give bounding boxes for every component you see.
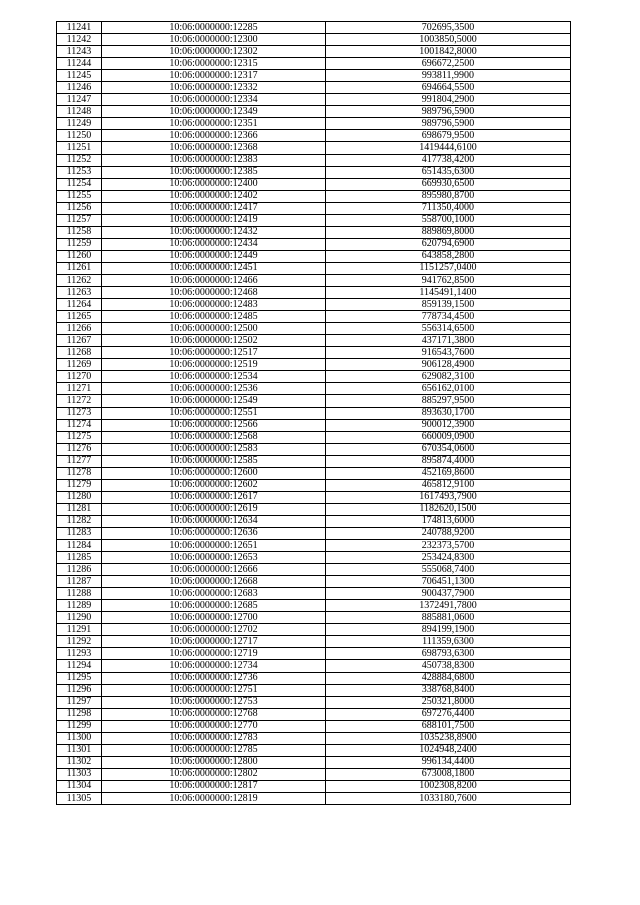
row-number-cell: 11303 xyxy=(57,768,102,780)
cadastral-number-cell: 10:06:0000000:12700 xyxy=(102,612,326,624)
table-row xyxy=(57,419,571,431)
table-row xyxy=(57,82,571,94)
cadastral-value-cell: 250321,8000 xyxy=(326,696,571,708)
row-number-cell: 11248 xyxy=(57,106,102,118)
cadastral-value-cell: 697276,4400 xyxy=(326,708,571,720)
table-row xyxy=(57,540,571,552)
cadastral-value-cell: 894199,1900 xyxy=(326,624,571,636)
row-number-cell: 11244 xyxy=(57,58,102,70)
table-row xyxy=(57,684,571,696)
row-number-cell: 11282 xyxy=(57,515,102,527)
cadastral-number-cell: 10:06:0000000:12351 xyxy=(102,118,326,130)
row-number-cell: 11288 xyxy=(57,588,102,600)
cadastral-value-cell: 1033180,7600 xyxy=(326,793,571,805)
table-row xyxy=(57,431,571,443)
cadastral-number-cell: 10:06:0000000:12366 xyxy=(102,130,326,142)
table-row xyxy=(57,94,571,106)
table-row xyxy=(57,226,571,238)
cadastral-number-cell: 10:06:0000000:12332 xyxy=(102,82,326,94)
cadastral-value-cell: 450738,8300 xyxy=(326,660,571,672)
cadastral-number-cell: 10:06:0000000:12419 xyxy=(102,214,326,226)
cadastral-value-cell: 174813,6000 xyxy=(326,515,571,527)
table-row xyxy=(57,588,571,600)
cadastral-number-cell: 10:06:0000000:12702 xyxy=(102,624,326,636)
row-number-cell: 11280 xyxy=(57,491,102,503)
cadastral-value-cell: 991804,2900 xyxy=(326,94,571,106)
cadastral-value-cell: 702695,3500 xyxy=(326,22,571,34)
cadastral-value-cell: 1372491,7800 xyxy=(326,600,571,612)
cadastral-value-cell: 698793,6300 xyxy=(326,648,571,660)
row-number-cell: 11254 xyxy=(57,178,102,190)
cadastral-value-cell: 556314,6500 xyxy=(326,323,571,335)
row-number-cell: 11241 xyxy=(57,22,102,34)
table-row xyxy=(57,696,571,708)
cadastral-value-cell: 111359,6300 xyxy=(326,636,571,648)
row-number-cell: 11261 xyxy=(57,262,102,274)
row-number-cell: 11272 xyxy=(57,395,102,407)
row-number-cell: 11245 xyxy=(57,70,102,82)
row-number-cell: 11242 xyxy=(57,34,102,46)
cadastral-number-cell: 10:06:0000000:12600 xyxy=(102,467,326,479)
cadastral-value-cell: 643858,2800 xyxy=(326,250,571,262)
row-number-cell: 11257 xyxy=(57,214,102,226)
cadastral-value-cell: 338768,8400 xyxy=(326,684,571,696)
table-row xyxy=(57,274,571,286)
table-row xyxy=(57,576,571,588)
row-number-cell: 11287 xyxy=(57,576,102,588)
row-number-cell: 11265 xyxy=(57,311,102,323)
table-body xyxy=(57,22,571,805)
table-row xyxy=(57,371,571,383)
cadastral-number-cell: 10:06:0000000:12619 xyxy=(102,503,326,515)
cadastral-number-cell: 10:06:0000000:12417 xyxy=(102,202,326,214)
table-row xyxy=(57,70,571,82)
cadastral-value-cell: 651435,6300 xyxy=(326,166,571,178)
table-row xyxy=(57,383,571,395)
cadastral-number-cell: 10:06:0000000:12485 xyxy=(102,311,326,323)
cadastral-value-cell: 893630,1700 xyxy=(326,407,571,419)
cadastral-value-cell: 452169,8600 xyxy=(326,467,571,479)
cadastral-value-cell: 417738,4200 xyxy=(326,154,571,166)
cadastral-number-cell: 10:06:0000000:12300 xyxy=(102,34,326,46)
cadastral-number-cell: 10:06:0000000:12502 xyxy=(102,335,326,347)
cadastral-value-cell: 673008,1800 xyxy=(326,768,571,780)
table-row xyxy=(57,190,571,202)
row-number-cell: 11243 xyxy=(57,46,102,58)
cadastral-number-cell: 10:06:0000000:12568 xyxy=(102,431,326,443)
table-row xyxy=(57,744,571,756)
cadastral-value-cell: 993811,9900 xyxy=(326,70,571,82)
table-row xyxy=(57,118,571,130)
cadastral-value-cell: 620794,6900 xyxy=(326,238,571,250)
cadastral-value-cell: 670354,0600 xyxy=(326,443,571,455)
table-row xyxy=(57,660,571,672)
row-number-cell: 11255 xyxy=(57,190,102,202)
table-row xyxy=(57,455,571,467)
row-number-cell: 11289 xyxy=(57,600,102,612)
table-row xyxy=(57,214,571,226)
table-row xyxy=(57,130,571,142)
cadastral-value-cell: 688101,7500 xyxy=(326,720,571,732)
row-number-cell: 11273 xyxy=(57,407,102,419)
cadastral-number-cell: 10:06:0000000:12534 xyxy=(102,371,326,383)
table-row xyxy=(57,720,571,732)
table-row xyxy=(57,564,571,576)
table-row xyxy=(57,756,571,768)
table-row xyxy=(57,624,571,636)
row-number-cell: 11262 xyxy=(57,274,102,286)
row-number-cell: 11296 xyxy=(57,684,102,696)
table-row xyxy=(57,202,571,214)
cadastral-number-cell: 10:06:0000000:12817 xyxy=(102,780,326,792)
cadastral-number-cell: 10:06:0000000:12368 xyxy=(102,142,326,154)
table-row xyxy=(57,323,571,335)
cadastral-number-cell: 10:06:0000000:12785 xyxy=(102,744,326,756)
cadastral-value-cell: 989796,5900 xyxy=(326,118,571,130)
cadastral-value-cell: 1617493,7900 xyxy=(326,491,571,503)
cadastral-number-cell: 10:06:0000000:12636 xyxy=(102,527,326,539)
row-number-cell: 11258 xyxy=(57,226,102,238)
cadastral-number-cell: 10:06:0000000:12736 xyxy=(102,672,326,684)
row-number-cell: 11259 xyxy=(57,238,102,250)
table-row xyxy=(57,142,571,154)
cadastral-value-cell: 906128,4900 xyxy=(326,359,571,371)
table-row xyxy=(57,250,571,262)
table-row xyxy=(57,262,571,274)
row-number-cell: 11260 xyxy=(57,250,102,262)
table-row xyxy=(57,708,571,720)
row-number-cell: 11286 xyxy=(57,564,102,576)
row-number-cell: 11291 xyxy=(57,624,102,636)
cadastral-value-cell: 629082,3100 xyxy=(326,371,571,383)
cadastral-number-cell: 10:06:0000000:12551 xyxy=(102,407,326,419)
row-number-cell: 11250 xyxy=(57,130,102,142)
row-number-cell: 11292 xyxy=(57,636,102,648)
cadastral-value-cell: 694664,5500 xyxy=(326,82,571,94)
row-number-cell: 11249 xyxy=(57,118,102,130)
cadastral-number-cell: 10:06:0000000:12451 xyxy=(102,262,326,274)
cadastral-value-cell: 941762,8500 xyxy=(326,274,571,286)
table-row xyxy=(57,467,571,479)
table-row xyxy=(57,407,571,419)
row-number-cell: 11247 xyxy=(57,94,102,106)
cadastral-number-cell: 10:06:0000000:12500 xyxy=(102,323,326,335)
cadastral-number-cell: 10:06:0000000:12683 xyxy=(102,588,326,600)
table-row xyxy=(57,287,571,299)
row-number-cell: 11264 xyxy=(57,299,102,311)
cadastral-value-cell: 1145491,1400 xyxy=(326,287,571,299)
table-row xyxy=(57,732,571,744)
row-number-cell: 11293 xyxy=(57,648,102,660)
row-number-cell: 11302 xyxy=(57,756,102,768)
cadastral-number-cell: 10:06:0000000:12334 xyxy=(102,94,326,106)
table-row xyxy=(57,299,571,311)
table-row xyxy=(57,612,571,624)
cadastral-value-cell: 900437,7900 xyxy=(326,588,571,600)
cadastral-value-cell: 885881,0600 xyxy=(326,612,571,624)
row-number-cell: 11298 xyxy=(57,708,102,720)
row-number-cell: 11270 xyxy=(57,371,102,383)
cadastral-number-cell: 10:06:0000000:12483 xyxy=(102,299,326,311)
cadastral-number-cell: 10:06:0000000:12519 xyxy=(102,359,326,371)
row-number-cell: 11275 xyxy=(57,431,102,443)
cadastral-number-cell: 10:06:0000000:12583 xyxy=(102,443,326,455)
row-number-cell: 11305 xyxy=(57,793,102,805)
cadastral-value-cell: 859139,1500 xyxy=(326,299,571,311)
cadastral-number-cell: 10:06:0000000:12768 xyxy=(102,708,326,720)
row-number-cell: 11297 xyxy=(57,696,102,708)
cadastral-number-cell: 10:06:0000000:12385 xyxy=(102,166,326,178)
cadastral-number-cell: 10:06:0000000:12685 xyxy=(102,600,326,612)
cadastral-number-cell: 10:06:0000000:12617 xyxy=(102,491,326,503)
table-row xyxy=(57,672,571,684)
cadastral-value-cell: 698679,9500 xyxy=(326,130,571,142)
cadastral-number-cell: 10:06:0000000:12432 xyxy=(102,226,326,238)
cadastral-value-cell: 669930,6500 xyxy=(326,178,571,190)
row-number-cell: 11274 xyxy=(57,419,102,431)
table-row xyxy=(57,648,571,660)
row-number-cell: 11279 xyxy=(57,479,102,491)
row-number-cell: 11295 xyxy=(57,672,102,684)
table-row xyxy=(57,335,571,347)
table-row xyxy=(57,166,571,178)
row-number-cell: 11304 xyxy=(57,780,102,792)
cadastral-value-cell: 889869,8000 xyxy=(326,226,571,238)
cadastral-value-cell: 437171,3800 xyxy=(326,335,571,347)
cadastral-number-cell: 10:06:0000000:12668 xyxy=(102,576,326,588)
row-number-cell: 11268 xyxy=(57,347,102,359)
cadastral-value-cell: 916543,7600 xyxy=(326,347,571,359)
cadastral-value-cell: 711350,4000 xyxy=(326,202,571,214)
cadastral-number-cell: 10:06:0000000:12302 xyxy=(102,46,326,58)
table-row xyxy=(57,768,571,780)
cadastral-value-cell: 232373,5700 xyxy=(326,540,571,552)
table-row xyxy=(57,34,571,46)
cadastral-number-cell: 10:06:0000000:12566 xyxy=(102,419,326,431)
cadastral-value-cell: 778734,4500 xyxy=(326,311,571,323)
row-number-cell: 11256 xyxy=(57,202,102,214)
cadastral-value-cell: 989796,5900 xyxy=(326,106,571,118)
cadastral-number-cell: 10:06:0000000:12402 xyxy=(102,190,326,202)
row-number-cell: 11276 xyxy=(57,443,102,455)
cadastral-number-cell: 10:06:0000000:12602 xyxy=(102,479,326,491)
row-number-cell: 11246 xyxy=(57,82,102,94)
cadastral-value-cell: 1419444,6100 xyxy=(326,142,571,154)
table-row xyxy=(57,780,571,792)
cadastral-value-cell: 555068,7400 xyxy=(326,564,571,576)
row-number-cell: 11277 xyxy=(57,455,102,467)
row-number-cell: 11251 xyxy=(57,142,102,154)
cadastral-number-cell: 10:06:0000000:12783 xyxy=(102,732,326,744)
cadastral-number-cell: 10:06:0000000:12468 xyxy=(102,287,326,299)
cadastral-number-cell: 10:06:0000000:12400 xyxy=(102,178,326,190)
row-number-cell: 11266 xyxy=(57,323,102,335)
cadastral-value-cell: 1024948,2400 xyxy=(326,744,571,756)
row-number-cell: 11283 xyxy=(57,527,102,539)
row-number-cell: 11290 xyxy=(57,612,102,624)
row-number-cell: 11263 xyxy=(57,287,102,299)
table-row xyxy=(57,515,571,527)
row-number-cell: 11294 xyxy=(57,660,102,672)
cadastral-value-cell: 1151257,0400 xyxy=(326,262,571,274)
cadastral-value-cell: 656162,0100 xyxy=(326,383,571,395)
table-row xyxy=(57,154,571,166)
cadastral-number-cell: 10:06:0000000:12383 xyxy=(102,154,326,166)
cadastral-value-cell: 1035238,8900 xyxy=(326,732,571,744)
cadastral-value-cell: 428884,6800 xyxy=(326,672,571,684)
row-number-cell: 11301 xyxy=(57,744,102,756)
table-row xyxy=(57,347,571,359)
cadastral-number-cell: 10:06:0000000:12734 xyxy=(102,660,326,672)
cadastral-value-cell: 240788,9200 xyxy=(326,527,571,539)
table-row xyxy=(57,46,571,58)
cadastral-value-cell: 660009,0900 xyxy=(326,431,571,443)
cadastral-number-cell: 10:06:0000000:12549 xyxy=(102,395,326,407)
table-row xyxy=(57,58,571,70)
cadastral-number-cell: 10:06:0000000:12285 xyxy=(102,22,326,34)
cadastral-number-cell: 10:06:0000000:12585 xyxy=(102,455,326,467)
cadastral-value-cell: 895980,8700 xyxy=(326,190,571,202)
table-row xyxy=(57,359,571,371)
table-row xyxy=(57,238,571,250)
table-row xyxy=(57,178,571,190)
cadastral-number-cell: 10:06:0000000:12517 xyxy=(102,347,326,359)
cadastral-number-cell: 10:06:0000000:12802 xyxy=(102,768,326,780)
row-number-cell: 11285 xyxy=(57,552,102,564)
cadastral-value-cell: 1001842,8000 xyxy=(326,46,571,58)
row-number-cell: 11284 xyxy=(57,540,102,552)
cadastral-value-cell: 558700,1000 xyxy=(326,214,571,226)
cadastral-value-cell: 996134,4400 xyxy=(326,756,571,768)
cadastral-number-cell: 10:06:0000000:12434 xyxy=(102,238,326,250)
row-number-cell: 11269 xyxy=(57,359,102,371)
table-row xyxy=(57,600,571,612)
cadastral-number-cell: 10:06:0000000:12819 xyxy=(102,793,326,805)
cadastral-value-cell: 706451,1300 xyxy=(326,576,571,588)
cadastral-number-cell: 10:06:0000000:12315 xyxy=(102,58,326,70)
cadastral-number-cell: 10:06:0000000:12719 xyxy=(102,648,326,660)
cadastral-value-cell: 253424,8300 xyxy=(326,552,571,564)
cadastral-number-cell: 10:06:0000000:12651 xyxy=(102,540,326,552)
cadastral-value-cell: 465812,9100 xyxy=(326,479,571,491)
row-number-cell: 11267 xyxy=(57,335,102,347)
table-row xyxy=(57,527,571,539)
row-number-cell: 11252 xyxy=(57,154,102,166)
cadastral-number-cell: 10:06:0000000:12466 xyxy=(102,274,326,286)
cadastral-value-cell: 1003850,5000 xyxy=(326,34,571,46)
cadastral-value-cell: 885297,9500 xyxy=(326,395,571,407)
row-number-cell: 11253 xyxy=(57,166,102,178)
table-row xyxy=(57,395,571,407)
table-row xyxy=(57,106,571,118)
row-number-cell: 11271 xyxy=(57,383,102,395)
table-row xyxy=(57,491,571,503)
cadastral-number-cell: 10:06:0000000:12770 xyxy=(102,720,326,732)
cadastral-value-cell: 1002308,8200 xyxy=(326,780,571,792)
cadastral-number-cell: 10:06:0000000:12449 xyxy=(102,250,326,262)
table-row xyxy=(57,552,571,564)
cadastral-number-cell: 10:06:0000000:12753 xyxy=(102,696,326,708)
cadastral-value-cell: 895874,4000 xyxy=(326,455,571,467)
table-row xyxy=(57,22,571,34)
table-row xyxy=(57,793,571,805)
cadastral-number-cell: 10:06:0000000:12317 xyxy=(102,70,326,82)
cadastral-number-cell: 10:06:0000000:12349 xyxy=(102,106,326,118)
cadastral-number-cell: 10:06:0000000:12536 xyxy=(102,383,326,395)
cadastral-number-cell: 10:06:0000000:12666 xyxy=(102,564,326,576)
cadastral-number-cell: 10:06:0000000:12800 xyxy=(102,756,326,768)
cadastral-value-cell: 696672,2500 xyxy=(326,58,571,70)
cadastral-number-cell: 10:06:0000000:12653 xyxy=(102,552,326,564)
row-number-cell: 11281 xyxy=(57,503,102,515)
cadastral-values-table xyxy=(56,21,571,805)
table-row xyxy=(57,636,571,648)
cadastral-value-cell: 900012,3900 xyxy=(326,419,571,431)
cadastral-value-cell: 1182620,1500 xyxy=(326,503,571,515)
cadastral-number-cell: 10:06:0000000:12751 xyxy=(102,684,326,696)
table-row xyxy=(57,311,571,323)
table-row xyxy=(57,479,571,491)
row-number-cell: 11300 xyxy=(57,732,102,744)
row-number-cell: 11299 xyxy=(57,720,102,732)
table-row xyxy=(57,443,571,455)
cadastral-number-cell: 10:06:0000000:12634 xyxy=(102,515,326,527)
row-number-cell: 11278 xyxy=(57,467,102,479)
cadastral-number-cell: 10:06:0000000:12717 xyxy=(102,636,326,648)
table-row xyxy=(57,503,571,515)
